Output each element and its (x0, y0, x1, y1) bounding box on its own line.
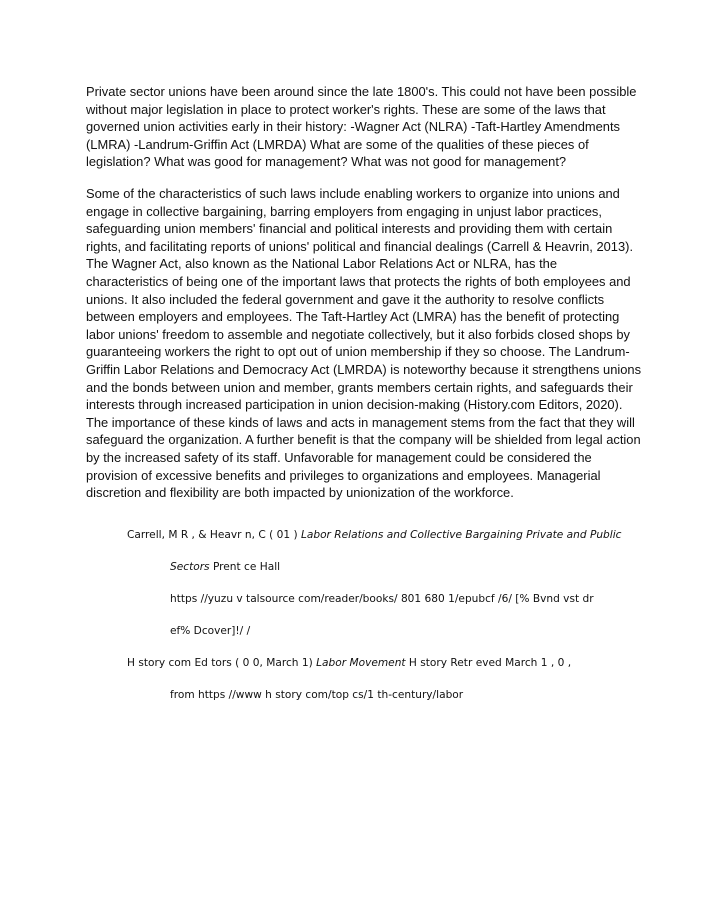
reference-history-retrieved: H story Retr eved March 1 , 0 , (405, 657, 572, 669)
reference-carrell-line-1 (127, 528, 622, 542)
reference-carrell-url-cont: ef% Dcover]!/ / (170, 625, 251, 637)
reference-history-line-1 (127, 656, 571, 670)
reference-carrell-title: Labor Relations and Collective Bargaining Private and Public (300, 529, 622, 541)
reference-carrell-publisher: Prent ce Hall (209, 561, 281, 573)
question-paragraph: Private sector unions have been around since the late 1800's. This could not have been possible without major legislation in place to protect worker's rights. These are some of the laws that governed union activities early in their history: -Wagner Act (NLRA) -Taft-Hartley Amendments (LMRA) -Landrum-Griffin Act (LMRDA) What are some of the qualities of these pieces of legislation? What was good for management? What was not good for management? (86, 84, 637, 170)
reference-carrell-url: https //yuzu v talsource com/reader/books/ 801 680 1/epubcf /6/ [% Bvnd vst dr (170, 593, 594, 605)
reference-carrell-title-cont: Sectors (170, 561, 210, 573)
reference-history-title: Labor Movement (316, 657, 406, 669)
reference-carrell-line-2 (170, 560, 280, 574)
reference-history-authors: H story com Ed tors ( 0 0, March 1) (127, 657, 317, 669)
reference-history-url: from https //www h story com/top cs/1 th-century/labor (170, 689, 464, 701)
reference-carrell-authors: Carrell, M R , & Heavr n, C ( 01 ) (127, 529, 301, 541)
answer-paragraph: Some of the characteristics of such laws include enabling workers to organize into unions and engage in collective bargaining, barring employers from engaging in unjust labor practices, safeguarding union members' financial and political interests and providing them with certain rights, and facilitating reports of unions' political and financial dealings (Carrell & Heavrin, 2013). The Wagner Act, also known as the National Labor Relations Act or NLRA, has the characteristics of being one of the important laws that protects the rights of both employees and unions. It also included the federal government and gave it the authority to resolve conflicts between employers and employees. The Taft-Hartley Act (LMRA) has the benefit of protecting labor unions' freedom to assemble and negotiate collectively, but it also forbids closed shops by guaranteeing workers the right to opt out of union membership if they so choose. The Landrum-Griffin Labor Relations and Democracy Act (LMRDA) is noteworthy because it strengthens unions and the bonds between union and member, grants members certain rights, and safeguards their interests through increased participation in union decision-making (History.com Editors, 2020). The importance of these kinds of laws and acts in management stems from the fact that they will safeguard the organization. A further benefit is that the company will be shielded from legal action by the increased safety of its staff. Unfavorable for management could be considered the provision of excessive benefits and privileges to organizations and employees. Managerial discretion and flexibility are both impacted by unionization of the workforce. (86, 186, 642, 501)
